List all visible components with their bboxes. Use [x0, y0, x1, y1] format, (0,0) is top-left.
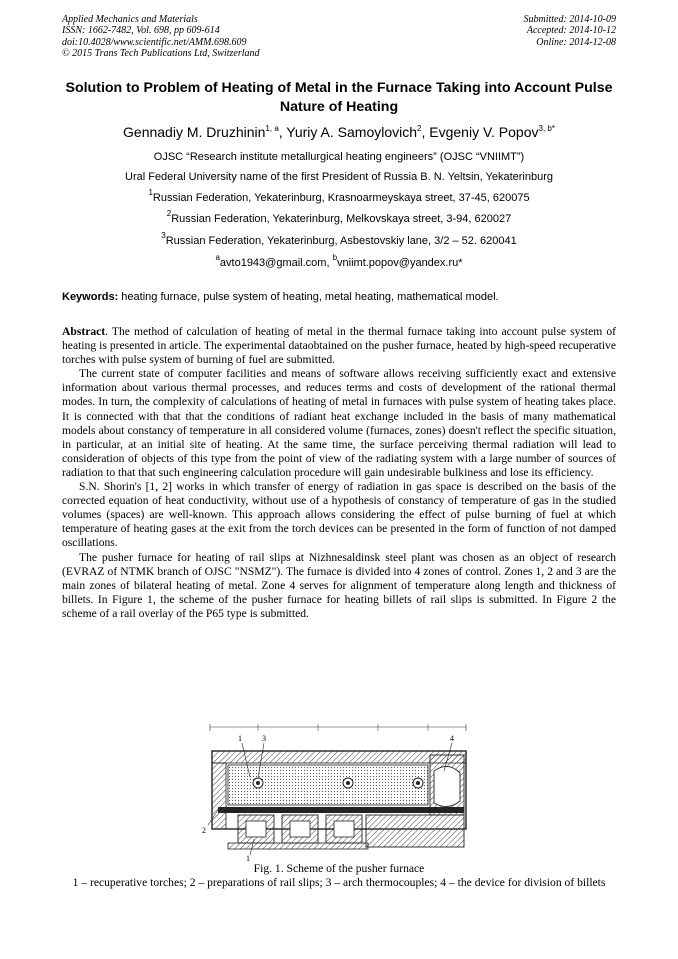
email-mark: b [332, 253, 338, 262]
author-emails [40, 253, 638, 270]
email-mark: a [215, 253, 220, 262]
figure-caption-title: Fig. 1. Scheme of the pusher furnace [253, 862, 425, 875]
figure-callout: 1 [246, 854, 250, 861]
body-paragraph: The current state of computer facilities and means of software allows receiving sufficiently exact and extensive information about various thermal processes, and reduces terms and costs of development of the rational thermal modes. In turn, the complexity of calculations of heating of metal in furnaces with pulse system of heating takes place. It is connected with that that the conditions of radiant heat exchange included in the basis of many mathematical models about constancy of temperature in all considered volume (furnaces, zones) doesn't reflect the specific situation, in particular, at an initial site of heating. At the same time, the surface perceiving thermal radiation will lead to consideration of objects of this type from the point of view of the radiating system with a large number of sources of radiation to that that such engineering calculation procedure will gain undesirable bulkiness and lose its efficiency. [62, 367, 616, 479]
figure-caption [62, 862, 616, 890]
figure-callout: 2 [202, 826, 206, 835]
keywords-label: Keywords: [62, 291, 119, 303]
affiliation-mark: 3 [161, 231, 166, 240]
furnace-roof [212, 751, 466, 763]
date-submitted: Submitted: 2014-10-09 [523, 14, 616, 25]
billet-track [218, 807, 464, 813]
abstract-text: . The method of calculation of heating of metal in the thermal furnace taking into account pulse system of heating is presented in article. The experimental dataobtained on the pusher furnace, heated by high-speed recuperative torches with pulse system of burning of fuel are submitted. [62, 325, 616, 367]
journal-doi: doi:10.4028/www.scientific.net/AMM.698.609 [62, 36, 247, 48]
address-text: Russian Federation, Yekaterinburg, Melkovskaya street, 3-94, 620027 [171, 213, 512, 225]
furnace-scheme-figure [198, 721, 480, 861]
journal-name: Applied Mechanics and Materials [62, 14, 198, 25]
author-separator: , [421, 124, 430, 140]
body-paragraph: S.N. Shorin's [1, 2] works in which transfer of energy of radiation in gas space is described on the basis of the corrected equation of heat conductivity, without use of a hypothesis of constancy of temperature of gas in the studied volumes (spaces) are well-known. This approach allows considering the effect of pulse burning of fuel at which temperature of heating gases at the exit from the torch devices can be presented in the form of function of not damped oscillations. [62, 480, 616, 550]
abstract [62, 325, 616, 367]
author-name: Gennadiy M. Druzhinin [123, 124, 266, 140]
figure-callout: 3 [262, 734, 266, 743]
address-text: Russian Federation, Yekaterinburg, Krasnoarmeyskaya street, 37-45, 620075 [152, 192, 530, 204]
email-address[interactable]: vniimt.popov@yandex.ru* [337, 257, 463, 269]
author-affiliation-mark: 3, b* [538, 124, 555, 133]
journal-copyright: © 2015 Trans Tech Publications Ltd, Switzerland [62, 48, 260, 60]
paper-body [62, 325, 616, 621]
affiliation-address [40, 231, 638, 248]
affiliation-org: OJSC “Research institute metallurgical heating engineers” (OJSC “VNIIMT”) [153, 151, 525, 163]
furnace-wall [212, 763, 226, 829]
author-affiliation-mark: 2 [417, 124, 422, 133]
affiliation-address [40, 209, 638, 226]
author-name: Yuriy A. Samoylovich [286, 124, 418, 140]
figure-caption-text: 1 – recuperative torches; 2 – preparations of rail slips; 3 – arch thermocouples; 4 – the device for division of billets [72, 876, 606, 889]
paper-title: Solution to Problem of Heating of Metal in the Furnace Taking into Account Pulse Nature of Heating [65, 80, 613, 115]
furnace-hearth [366, 815, 464, 847]
keywords [62, 291, 616, 304]
date-online: Online: 2014-12-08 [536, 36, 616, 48]
author-list [40, 123, 638, 141]
email-address[interactable]: avto1943@gmail.com, [219, 257, 333, 269]
affiliation-address [40, 188, 638, 205]
affiliation-mark: 2 [166, 209, 172, 218]
keywords-text: heating furnace, pulse system of heating, metal heating, mathematical model. [118, 291, 499, 303]
publication-dates [524, 14, 617, 48]
body-paragraph: The pusher furnace for heating of rail slips at Nizhnesaldinsk steel plant was chosen as an object of research (EVRAZ of NTMK branch of OJSC "NSMZ"). The furnace is divided into 4 zones of control. Zones 1, 2 and 3 are the main zones of bilateral heating of metal. Zone 4 serves for alignment of temperature along length and thickness of billets. In Figure 1, the scheme of the pusher furnace for heating billets of rail slips is submitted. In Figure 2 the scheme of a rail overlay of the P65 type is submitted. [62, 550, 616, 620]
figure-callout: 4 [450, 734, 454, 743]
figure-callout: 1 [238, 734, 242, 743]
affiliation-university: Ural Federal University name of the first President of Russia B. N. Yeltsin, Yekaterinburg [125, 171, 553, 183]
affiliation-mark: 1 [148, 188, 153, 197]
journal-issn: ISSN: 1662-7482, Vol. 698, pp 609-614 [62, 25, 220, 37]
date-accepted: Accepted: 2014-10-12 [526, 25, 616, 37]
abstract-label: Abstract [62, 325, 106, 338]
author-separator: , [278, 124, 287, 140]
author-name: Evgeniy V. Popov [429, 124, 539, 140]
journal-info [62, 14, 260, 60]
author-affiliation-mark: 1, a [265, 124, 279, 133]
address-text: Russian Federation, Yekaterinburg, Asbestovskiy lane, 3/2 – 52. 620041 [165, 235, 517, 247]
